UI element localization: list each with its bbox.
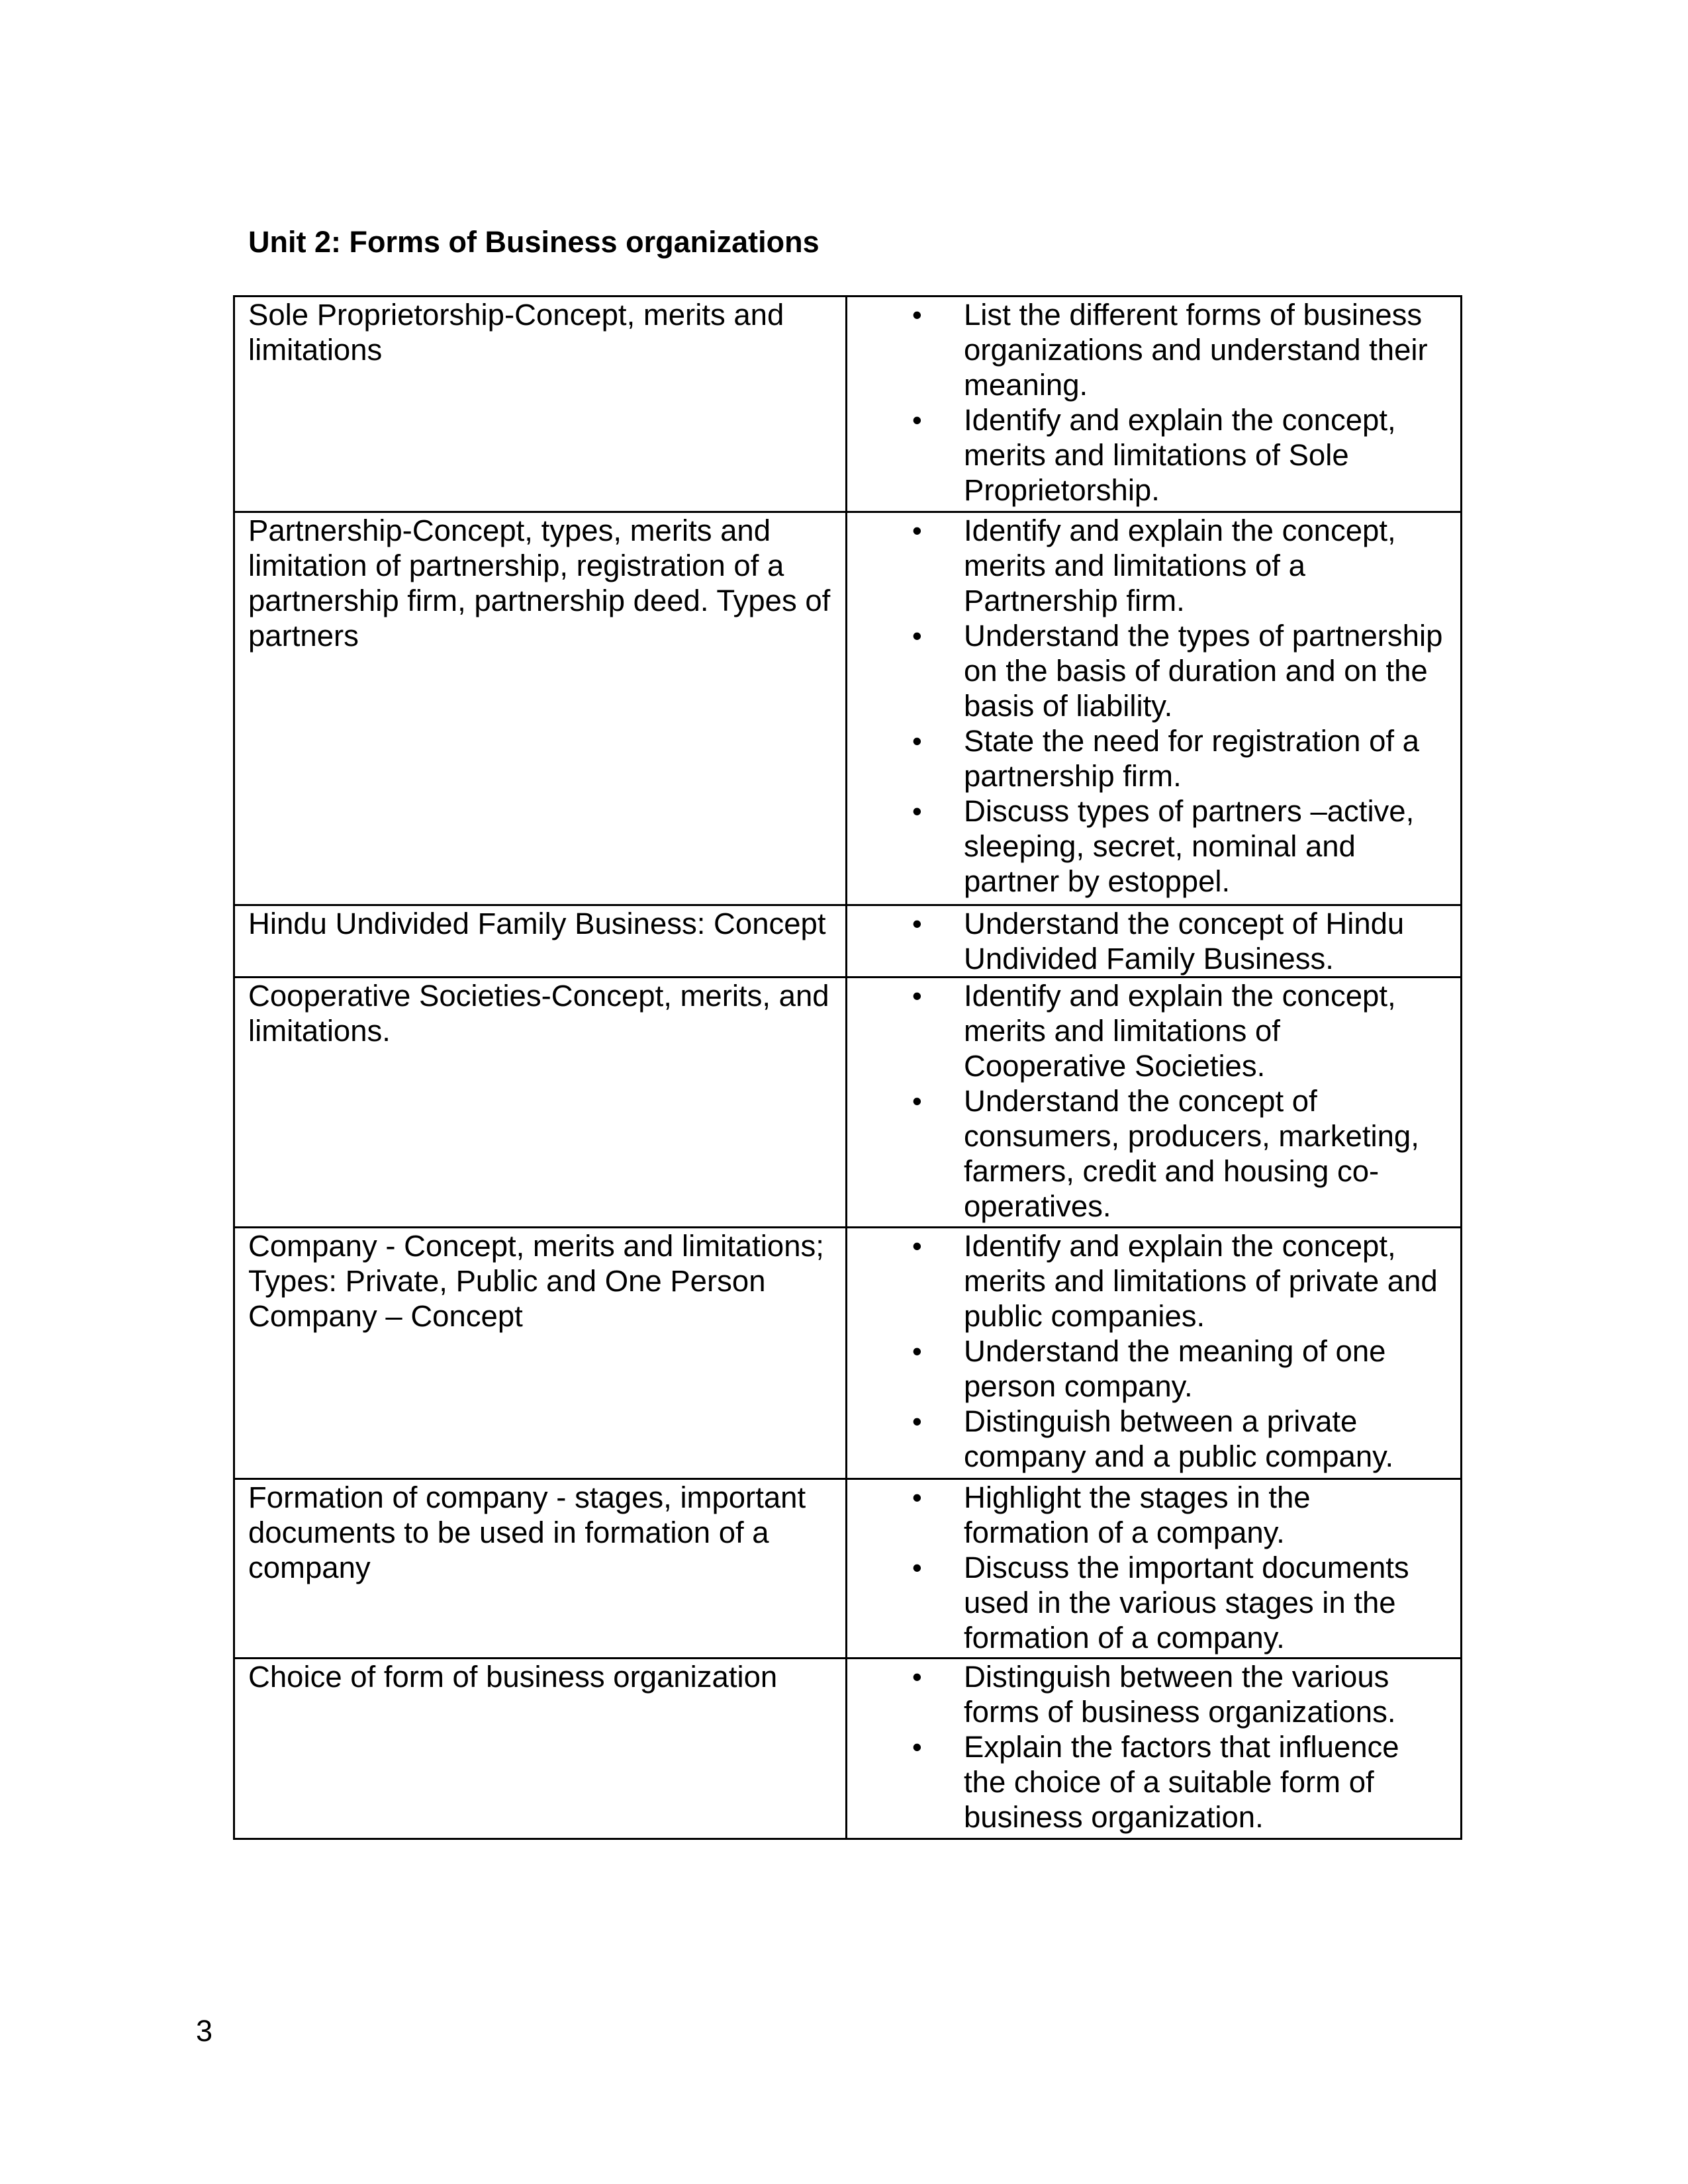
bullet-icon: • (912, 1336, 922, 1367)
topic-cell (234, 978, 847, 1228)
outcome-text: Understand the types of partnership on the basis of duration and on the basis of liability. (964, 619, 1443, 723)
outcome-item (847, 794, 1460, 899)
bullet-icon: • (912, 515, 922, 546)
topic-text: Choice of form of business organization (248, 1660, 778, 1694)
outcomes-list (847, 906, 1460, 976)
outcome-item (847, 1550, 1460, 1655)
table-row (234, 1479, 1462, 1659)
outcome-item (847, 618, 1460, 723)
table-row (234, 1659, 1462, 1839)
outcome-item (847, 1083, 1460, 1224)
table-row (234, 296, 1462, 512)
outcome-text: Discuss types of partners –active, sleeping, secret, nominal and partner by estoppel. (964, 794, 1415, 898)
topic-text: Company - Concept, merits and limitations; Types: Private, Public and One Person Company – Concept (248, 1229, 824, 1333)
bullet-icon: • (912, 725, 922, 756)
bullet-icon: • (912, 1731, 922, 1762)
topic-text: Sole Proprietorship-Concept, merits and limitations (248, 298, 784, 367)
outcome-text: Explain the factors that influence the choice of a suitable form of business organization. (964, 1730, 1399, 1834)
bullet-icon: • (912, 1661, 922, 1692)
bullet-icon: • (912, 1085, 922, 1116)
outcome-item (847, 723, 1460, 794)
outcome-text: Identify and explain the concept, merits and limitations of Sole Proprietorship. (964, 403, 1396, 507)
outcome-item (847, 297, 1460, 402)
topic-cell (234, 512, 847, 905)
bullet-icon: • (912, 404, 922, 435)
table-row (234, 978, 1462, 1228)
outcomes-list (847, 1228, 1460, 1474)
outcomes-cell (847, 1479, 1462, 1659)
unit-title: Unit 2: Forms of Business organizations (248, 225, 820, 259)
outcome-text: Identify and explain the concept, merits and limitations of private and public companies. (964, 1229, 1438, 1333)
page-number: 3 (196, 2014, 213, 2048)
bullet-icon: • (912, 1406, 922, 1437)
outcome-item (847, 1404, 1460, 1474)
outcomes-list (847, 513, 1460, 899)
outcome-text: State the need for registration of a partnership firm. (964, 724, 1419, 793)
bullet-icon: • (912, 908, 922, 939)
topic-text: Hindu Undivided Family Business: Concept (248, 907, 826, 940)
topic-text: Cooperative Societies-Concept, merits, and limitations. (248, 979, 829, 1048)
outcomes-list (847, 1480, 1460, 1655)
outcome-item (847, 1659, 1460, 1729)
topic-cell (234, 905, 847, 978)
outcomes-cell (847, 296, 1462, 512)
outcome-text: List the different forms of business organizations and understand their meaning. (964, 298, 1428, 402)
outcome-text: Discuss the important documents used in the various stages in the formation of a company. (964, 1551, 1409, 1655)
outcomes-cell (847, 1228, 1462, 1479)
bullet-icon: • (912, 980, 922, 1011)
topic-cell (234, 1659, 847, 1839)
outcome-item (847, 513, 1460, 618)
outcomes-list (847, 978, 1460, 1224)
outcome-item (847, 1480, 1460, 1550)
outcomes-cell (847, 905, 1462, 978)
bullet-icon: • (912, 796, 922, 827)
outcomes-cell (847, 1659, 1462, 1839)
outcomes-cell (847, 978, 1462, 1228)
outcome-text: Distinguish between a private company and a public company. (964, 1404, 1394, 1473)
outcome-item (847, 1729, 1460, 1835)
outcome-text: Understand the concept of consumers, producers, marketing, farmers, credit and housing co-operatives. (964, 1084, 1419, 1223)
outcomes-list (847, 297, 1460, 508)
syllabus-table (233, 295, 1462, 1840)
topic-cell (234, 296, 847, 512)
outcome-text: Understand the meaning of one person company. (964, 1334, 1386, 1403)
bullet-icon: • (912, 299, 922, 330)
topic-text: Partnership-Concept, types, merits and limitation of partnership, registration of a partnership firm, partnership deed. Types of partners (248, 514, 831, 653)
outcome-item (847, 978, 1460, 1083)
outcome-text: Identify and explain the concept, merits and limitations of Cooperative Societies. (964, 979, 1396, 1083)
outcome-text: Understand the concept of Hindu Undivided Family Business. (964, 907, 1405, 976)
outcome-text: Highlight the stages in the formation of a company. (964, 1480, 1311, 1549)
table-row (234, 512, 1462, 905)
outcome-item (847, 1334, 1460, 1404)
outcome-item (847, 402, 1460, 508)
topic-cell (234, 1479, 847, 1659)
outcome-text: Identify and explain the concept, merits and limitations of a Partnership firm. (964, 514, 1396, 617)
outcomes-list (847, 1659, 1460, 1835)
table-row (234, 1228, 1462, 1479)
bullet-icon: • (912, 1482, 922, 1513)
topic-cell (234, 1228, 847, 1479)
bullet-icon: • (912, 1230, 922, 1261)
outcome-item (847, 1228, 1460, 1334)
table-row (234, 905, 1462, 978)
outcome-text: Distinguish between the various forms of business organizations. (964, 1660, 1396, 1729)
bullet-icon: • (912, 620, 922, 651)
outcome-item (847, 906, 1460, 976)
bullet-icon: • (912, 1552, 922, 1583)
outcomes-cell (847, 512, 1462, 905)
topic-text: Formation of company - stages, important documents to be used in formation of a company (248, 1480, 806, 1584)
